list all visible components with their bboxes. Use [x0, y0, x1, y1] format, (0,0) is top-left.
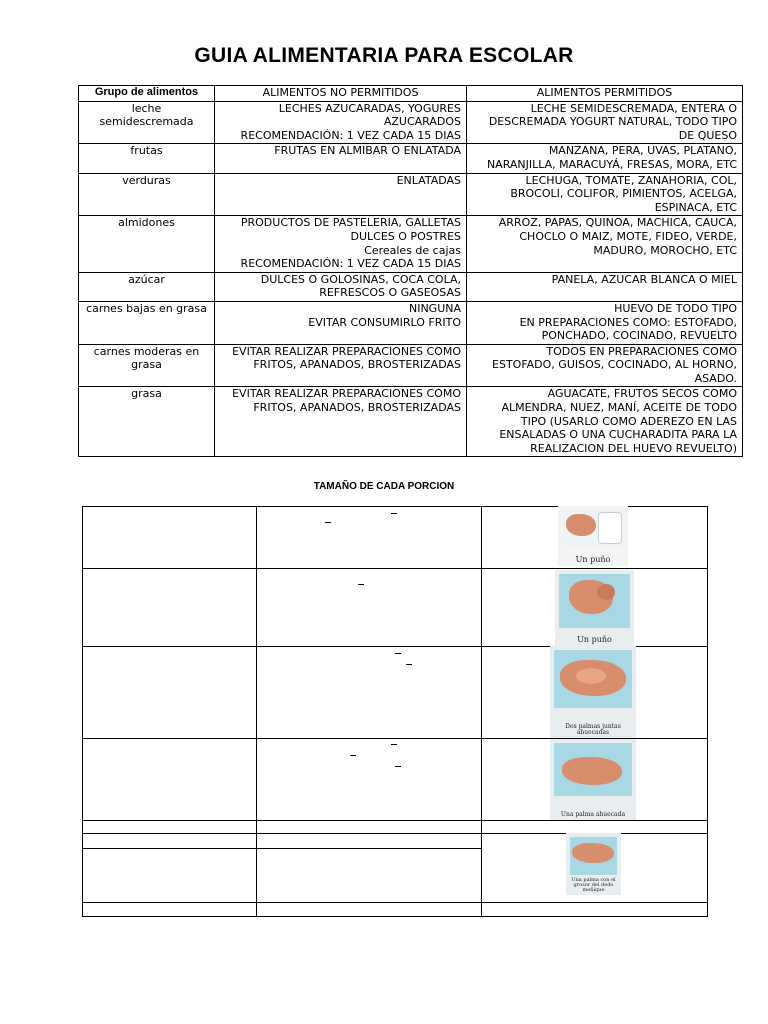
food-guide-row: [79, 387, 743, 457]
food-guide-row: [79, 301, 743, 344]
fist-icon: [566, 514, 596, 536]
not-allowed-cell: [215, 272, 467, 301]
palm-pinky-thickness-photo: [566, 833, 621, 895]
cell-text-line: RECOMENDACIÓN: 1 VEZ CADA 15 DIAS: [240, 128, 461, 142]
cell-text-line: PRODUCTOS DE PASTELERIA, GALLETAS: [240, 216, 461, 230]
not-allowed-cell: [215, 216, 467, 272]
cell-text-line: LECHE SEMIDESCREMADA, ENTERA O: [530, 101, 737, 115]
allowed-cell: [467, 387, 743, 457]
knuckle-shape: [597, 584, 615, 600]
cell-text-line: EVITAR REALIZAR PREPARACIONES COMO: [232, 387, 461, 401]
cell-text-line: grasa: [131, 358, 162, 372]
food-group-cell: [79, 272, 215, 301]
cell-text-line: EN PREPARACIONES COMO: ESTOFADO,: [519, 315, 737, 329]
dash-mark: [350, 755, 356, 756]
allowed-cell: [467, 101, 743, 144]
cell-text-line: semidescremada: [99, 115, 194, 129]
cell-text-line: ALMENDRA, NUEZ, MANÍ, ACEITE DE TODO: [501, 401, 737, 415]
food-group-cell: [79, 101, 215, 144]
cell-text-line: FRITOS, APANADOS, BROSTERIZADAS: [253, 358, 461, 372]
dash-mark: [395, 653, 401, 654]
portion-rule: [82, 848, 482, 849]
cell-text-line: frutas: [130, 144, 163, 158]
flat-palm-icon: [572, 843, 614, 863]
allowed-cell: [467, 216, 743, 272]
cell-text-line: TODOS EN PREPARACIONES COMO: [546, 344, 737, 358]
cell-text-line: AZUCARADOS: [383, 115, 461, 129]
cell-text-line: DULCES O POSTRES: [350, 229, 461, 243]
allowed-cell: [467, 301, 743, 344]
cell-text-line: carnes moderas en: [93, 344, 200, 358]
cell-text-line: MANZANA, PERA, UVAS, PLATANO,: [548, 144, 737, 158]
header-food-group: Grupo de alimentos: [79, 86, 215, 102]
cell-text-line: NINGUNA: [408, 301, 461, 315]
fist-with-milk-glass-photo: [558, 506, 628, 566]
food-guide-table: [78, 85, 743, 457]
cell-text-line: TIPO (USARLO COMO ADEREZO EN LAS: [520, 414, 737, 428]
cell-text-line: verduras: [122, 173, 171, 187]
not-allowed-cell: [215, 101, 467, 144]
food-guide-row: [79, 216, 743, 272]
not-allowed-cell: [215, 173, 467, 216]
cell-text-line: RECOMENDACIÓN: 1 VEZ CADA 15 DIAS: [240, 257, 461, 271]
dash-mark: [395, 766, 401, 767]
allowed-cell: [467, 272, 743, 301]
palm-hollow-shape: [576, 668, 606, 684]
portion-size-title: TAMAÑO DE CADA PORCION: [313, 481, 455, 492]
cell-text-line: ESPINACA, ETC: [654, 200, 737, 214]
food-group-cell: [79, 344, 215, 387]
cell-text-line: Cereales de cajas: [364, 243, 461, 257]
cell-text-line: LECHUGA, TOMATE, ZANAHORIA, COL,: [525, 173, 737, 187]
cell-text-line: BROCOLI, COLIFOR, PIMIENTOS, ACELGA,: [510, 187, 737, 201]
one-cupped-palm-photo: [550, 739, 636, 820]
portion-caption: Dos palmas juntas ahuecadas: [565, 723, 621, 736]
portion-rule: [256, 506, 257, 917]
cell-text-line: leche: [131, 101, 162, 115]
dash-mark: [358, 584, 364, 585]
not-allowed-cell: [215, 144, 467, 173]
not-allowed-cell: [215, 301, 467, 344]
allowed-cell: [467, 344, 743, 387]
header-allowed: ALIMENTOS PERMITIDOS: [467, 86, 743, 102]
cell-text-line: ENLATADAS: [396, 173, 461, 187]
food-guide-header-row: [79, 86, 743, 102]
portion-size-table: [82, 506, 708, 917]
portion-rule: [707, 506, 708, 917]
food-guide-row: [79, 272, 743, 301]
food-group-cell: [79, 216, 215, 272]
cell-text-line: REALIZACION DEL HUEVO REVUELTO): [530, 441, 737, 455]
portion-caption: Una palma con el grosor del dedo meñique: [571, 877, 616, 893]
not-allowed-cell: [215, 387, 467, 457]
cell-text-line: REFRESCOS O GASEOSAS: [319, 286, 461, 300]
cell-text-line: almidones: [118, 216, 175, 230]
cell-text-line: NARANJILLA, MARACUYÁ, FRESAS, MORA, ETC: [486, 157, 737, 171]
cell-text-line: CHOCLO O MAIZ, MOTE, FIDEO, VERDE,: [519, 229, 737, 243]
dash-mark: [391, 744, 397, 745]
allowed-cell: [467, 173, 743, 216]
cell-text-line: EVITAR REALIZAR PREPARACIONES COMO: [232, 344, 461, 358]
food-group-cell: [79, 144, 215, 173]
cell-text-line: AGUACATE, FRUTOS SECOS COMO: [547, 387, 737, 401]
portion-rule: [82, 902, 708, 903]
food-guide-row: [79, 344, 743, 387]
cell-text-line: DE QUESO: [678, 128, 737, 142]
food-group-cell: [79, 173, 215, 216]
not-allowed-cell: [215, 344, 467, 387]
cell-text-line: ESTOFADO, GUISOS, COCINADO, AL HORNO,: [492, 358, 737, 372]
portion-caption: Un puño: [575, 555, 611, 564]
portion-caption: Una palma ahuecada: [560, 811, 626, 818]
food-guide-row: [79, 101, 743, 144]
milk-glass-icon: [598, 512, 622, 544]
food-guide-row: [79, 173, 743, 216]
header-not-allowed: ALIMENTOS NO PERMITIDOS: [215, 86, 467, 102]
portion-caption: Un puño: [577, 635, 612, 644]
dash-mark: [325, 522, 331, 523]
cell-text-line: MADURO, MOROCHO, ETC: [593, 243, 737, 257]
food-group-cell: [79, 301, 215, 344]
food-group-cell: [79, 387, 215, 457]
fist-photo: [555, 570, 634, 646]
portion-rule: [82, 506, 83, 917]
cell-text-line: carnes bajas en grasa: [86, 301, 207, 315]
allowed-cell: [467, 144, 743, 173]
cell-text-line: FRITOS, APANADOS, BROSTERIZADAS: [253, 401, 461, 415]
cell-text-line: DULCES O GOLOSINAS, COCA COLA,: [260, 272, 461, 286]
cell-text-line: ASADO.: [694, 371, 737, 385]
portion-rule: [82, 820, 708, 821]
cell-text-line: LECHES AZUCARADAS, YOGURES: [278, 101, 461, 115]
cell-text-line: FRUTAS EN ALMIBAR O ENLATADA: [274, 144, 461, 158]
page-title: GUIA ALIMENTARIA PARA ESCOLAR: [194, 44, 574, 67]
cell-text-line: PONCHADO, COCINADO, REVUELTO: [541, 329, 737, 343]
two-cupped-palms-photo: [550, 646, 636, 738]
dash-mark: [391, 513, 397, 514]
portion-rule: [82, 568, 708, 569]
cell-text-line: EVITAR CONSUMIRLO FRITO: [308, 315, 461, 329]
cell-text-line: ARROZ, PAPAS, QUINOA, MACHICA, CAUCA,: [498, 216, 737, 230]
cell-text-line: DESCREMADA YOGURT NATURAL, TODO TIPO: [488, 115, 737, 129]
cupped-palm-icon: [562, 757, 622, 785]
dash-mark: [406, 664, 412, 665]
cell-text-line: PANELA, AZUCAR BLANCA O MIEL: [551, 272, 737, 286]
cell-text-line: HUEVO DE TODO TIPO: [614, 301, 737, 315]
cell-text-line: azúcar: [128, 272, 165, 286]
food-guide-row: [79, 144, 743, 173]
cell-text-line: ENSALADAS O UNA CUCHARADITA PARA LA: [499, 428, 737, 442]
portion-rule: [82, 916, 708, 917]
portion-rule: [481, 506, 482, 917]
cell-text-line: grasa: [131, 387, 162, 401]
